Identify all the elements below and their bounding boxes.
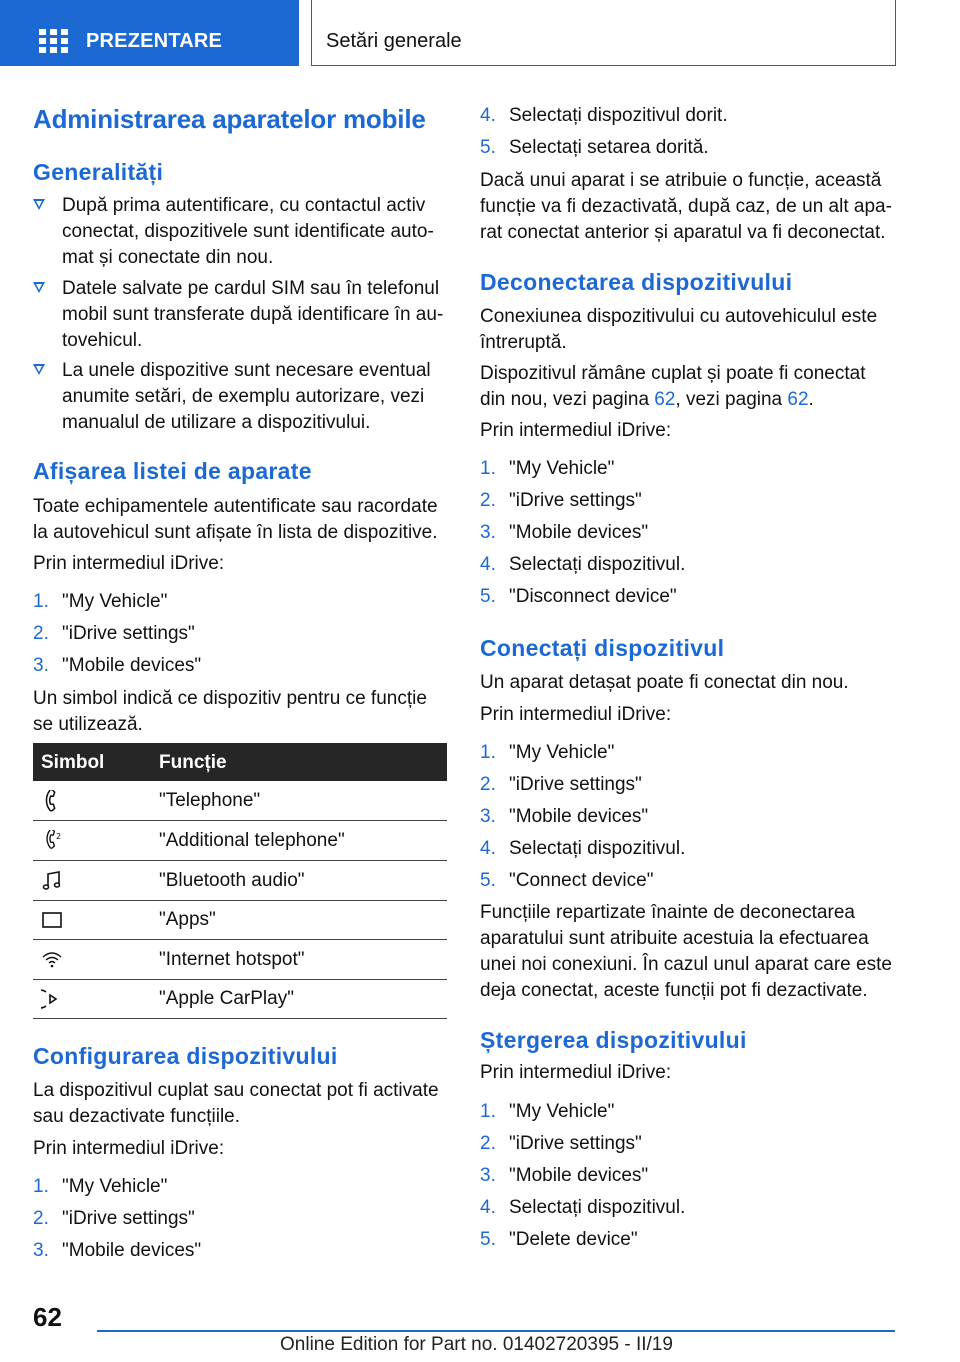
step-item (480, 1163, 880, 1189)
step-number: 1. (480, 742, 496, 763)
table-cell-function: "Apple CarPlay" (159, 988, 294, 1009)
bullet-text: După prima autentificare, cu contactul activ conectat, dispozitivele sunt identificate auto- mat și conectate din nou. (62, 195, 434, 268)
paragraph: Un simbol indică ce dispozitiv pentru ce funcție se utilizează. (33, 688, 427, 735)
paragraph: Dispozitivul rămâne cuplat și poate fi conectat din nou, vezi pagina 62, vezi pagina 62. (480, 363, 866, 410)
step-item (480, 520, 880, 546)
step-text: "iDrive settings" (509, 1133, 642, 1154)
heading-afisare: Afișarea listei de aparate (33, 458, 312, 484)
step-item (480, 456, 880, 482)
step-text: Selectați setarea dorită. (509, 137, 709, 158)
step-item (480, 836, 880, 862)
paragraph: Conexiunea dispozitivului cu autovehiculul este întreruptă. (480, 306, 878, 353)
triangle-bullet-icon (33, 364, 45, 375)
carplay-icon (41, 988, 63, 1010)
step-item (33, 653, 433, 679)
step-number: 3. (33, 1240, 49, 1261)
step-item (480, 868, 880, 894)
step-text: "Mobile devices" (509, 522, 649, 543)
paragraph: Prin intermediul iDrive: (480, 1062, 672, 1083)
step-number: 2. (480, 774, 496, 795)
step-item (480, 1227, 880, 1253)
table-cell-function: "Bluetooth audio" (159, 870, 305, 891)
step-text: "Mobile devices" (509, 806, 649, 827)
triangle-bullet-icon (33, 199, 45, 210)
paragraph: Dacă unui aparat i se atribuie o funcție, această funcție va fi dezactivată, după caz, de un alt apa- rat conectat anterior și aparatul va fi deconectat. (480, 170, 892, 243)
step-number: 4. (480, 838, 496, 859)
step-item (480, 804, 880, 830)
table-row (33, 940, 447, 980)
paragraph: Funcțiile repartizate înainte de deconectarea aparatului sunt atribuite acestuia la efectuarea unei noi conexiuni. În cazul unul aparat care este deja conectat, aceste funcții pot fi dezactivate. (480, 902, 892, 1001)
step-text: Selectați dispozitivul. (509, 838, 686, 859)
step-number: 5. (480, 1229, 496, 1250)
step-text: "iDrive settings" (62, 1208, 195, 1229)
chapter-title-box (311, 0, 896, 66)
bullet-text: Datele salvate pe cardul SIM sau în telefonul mobil sunt transferate după identificare în au- tovehicul. (62, 278, 444, 351)
step-number: 1. (33, 591, 49, 612)
step-text: Selectați dispozitivul. (509, 554, 686, 575)
step-text: Selectați dispozitivul. (509, 1197, 686, 1218)
table-row (33, 979, 447, 1019)
step-text: "My Vehicle" (509, 742, 615, 763)
bullet-text: La unele dispozitive sunt necesare eventual anumite setări, de exemplu autorizare, vezi manualul de utilizare a dispozitivului. (62, 360, 431, 433)
step-item (480, 1099, 880, 1125)
heading-generalitati: Generalități (33, 159, 164, 185)
step-number: 2. (33, 1208, 49, 1229)
heading-deconectare: Deconectarea dispozitivului (480, 269, 793, 295)
step-item (33, 621, 433, 647)
step-item (480, 103, 880, 129)
step-number: 5. (480, 137, 496, 158)
wifi-icon (41, 949, 63, 971)
step-number: 3. (33, 655, 49, 676)
page-number: 62 (33, 1302, 62, 1332)
step-text: "Mobile devices" (509, 1165, 649, 1186)
svg-text:2: 2 (56, 832, 62, 841)
table-row (33, 821, 447, 861)
additional-telephone-icon (41, 830, 63, 852)
step-text: "Disconnect device" (509, 586, 677, 607)
step-item (480, 740, 880, 766)
step-item (480, 135, 880, 161)
step-item (33, 589, 433, 615)
grid-menu-icon (39, 29, 67, 53)
step-number: 1. (33, 1176, 49, 1197)
step-number: 4. (480, 105, 496, 126)
step-item (480, 488, 880, 514)
table-cell-function: "Internet hotspot" (159, 949, 305, 970)
apps-icon (41, 909, 63, 931)
heading-stergere: Ștergerea dispozitivului (480, 1027, 747, 1053)
step-number: 3. (480, 1165, 496, 1186)
page-link[interactable]: 62 (787, 389, 809, 410)
step-text: "My Vehicle" (509, 1101, 615, 1122)
step-text: "iDrive settings" (509, 490, 642, 511)
step-text: "My Vehicle" (509, 458, 615, 479)
table-header (33, 743, 447, 781)
step-item (33, 1238, 433, 1264)
step-number: 2. (480, 1133, 496, 1154)
table-cell-function: "Apps" (159, 909, 216, 930)
step-item (480, 584, 880, 610)
section-tab[interactable] (0, 0, 299, 66)
footer-edition: Online Edition for Part no. 01402720395 - II/19 (280, 1334, 673, 1355)
paragraph: Prin intermediul iDrive: (480, 420, 672, 441)
step-text: "iDrive settings" (509, 774, 642, 795)
bullet-item (33, 276, 447, 356)
bullet-item (33, 193, 447, 273)
step-text: "My Vehicle" (62, 591, 168, 612)
step-number: 1. (480, 1101, 496, 1122)
telephone-icon (41, 790, 63, 812)
table-cell-function: "Additional telephone" (159, 830, 345, 851)
step-number: 4. (480, 1197, 496, 1218)
step-text: "Mobile devices" (62, 655, 202, 676)
column-header-function: Funcție (159, 752, 227, 773)
paragraph: Prin intermediul iDrive: (33, 1138, 225, 1159)
table-row (33, 861, 447, 901)
step-number: 2. (33, 623, 49, 644)
step-text: "Delete device" (509, 1229, 638, 1250)
paragraph: Un aparat detașat poate fi conectat din nou. (480, 672, 849, 693)
step-number: 2. (480, 490, 496, 511)
page-heading: Administrarea aparatelor mobile (33, 104, 426, 134)
heading-conectati: Conectați dispozitivul (480, 635, 725, 661)
step-number: 5. (480, 586, 496, 607)
paragraph: La dispozitivul cuplat sau conectat pot fi activate sau dezactivate funcțiile. (33, 1080, 439, 1127)
step-number: 3. (480, 806, 496, 827)
triangle-bullet-icon (33, 282, 45, 293)
bullet-item (33, 358, 447, 438)
step-number: 5. (480, 870, 496, 891)
step-text: "Connect device" (509, 870, 654, 891)
step-item (33, 1206, 433, 1232)
chapter-title: Setări generale (326, 30, 462, 52)
step-number: 4. (480, 554, 496, 575)
step-number: 1. (480, 458, 496, 479)
step-item (33, 1174, 433, 1200)
page-link[interactable]: 62 (654, 389, 676, 410)
step-item (480, 772, 880, 798)
step-text: Selectați dispozitivul dorit. (509, 105, 728, 126)
table-row (33, 900, 447, 940)
column-header-symbol: Simbol (41, 752, 105, 773)
step-text: "My Vehicle" (62, 1176, 168, 1197)
section-tab-label: PREZENTARE (86, 30, 223, 52)
paragraph: Prin intermediul iDrive: (480, 704, 672, 725)
table-cell-function: "Telephone" (159, 790, 261, 811)
paragraph: Prin intermediul iDrive: (33, 553, 225, 574)
step-text: "Mobile devices" (62, 1240, 202, 1261)
step-text: "iDrive settings" (62, 623, 195, 644)
step-item (480, 1131, 880, 1157)
step-item (480, 552, 880, 578)
paragraph: Toate echipamentele autentificate sau racordate la autovehicul sunt afișate în lista de dispozitive. (33, 496, 438, 543)
table-row (33, 781, 447, 821)
step-item (480, 1195, 880, 1221)
step-number: 3. (480, 522, 496, 543)
heading-configurare: Configurarea dispozitivului (33, 1043, 338, 1069)
footer-divider (97, 1330, 895, 1332)
music-note-icon (41, 870, 63, 892)
